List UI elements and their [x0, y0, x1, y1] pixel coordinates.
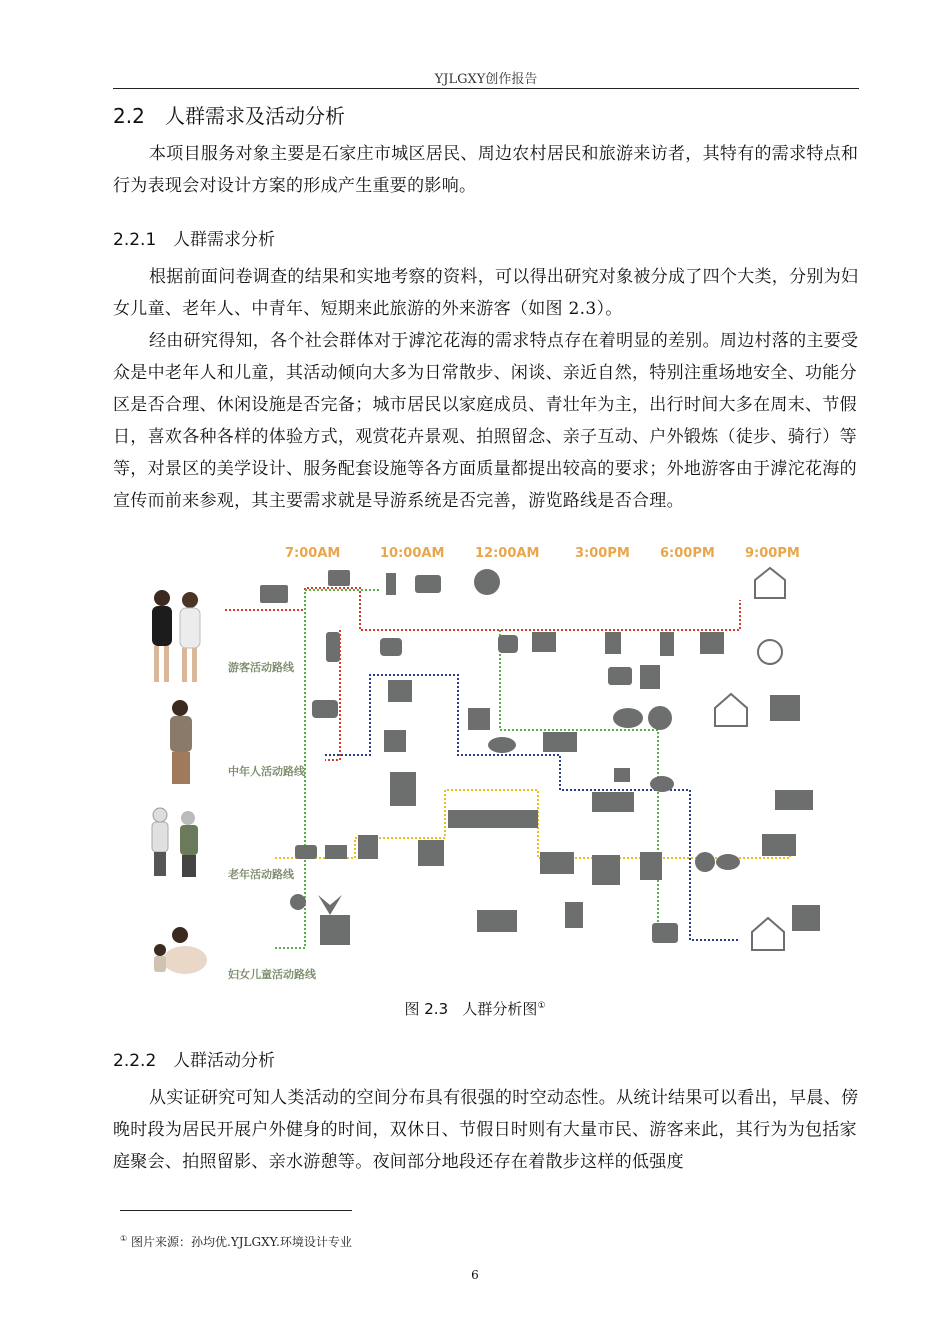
elder-couple-icon	[390, 772, 416, 806]
dance-icon	[388, 680, 412, 702]
time-label: 9:00PM	[745, 546, 800, 561]
paragraph-3: 从实证研究可知人类活动的空间分布具有很强的时空动态性。从统计结果可以看出，早晨、傍晚时段为居民开展户外健身的时间，双休日、节假日时则有大量市民、游客来此，其行为为包括家庭聚会、拍照留影、亲水游憩等。夜间部分地段还存在着散步这样的低强度	[113, 1088, 859, 1172]
dining-icon	[700, 632, 724, 654]
section-number: 2.2	[113, 104, 145, 128]
group-label: 游客活动路线	[228, 661, 294, 674]
running-icon	[358, 835, 378, 859]
people-photos	[152, 590, 207, 974]
walking-icon	[660, 632, 674, 656]
camera-icon	[608, 667, 632, 685]
footnote	[120, 1233, 352, 1250]
subsection-title: 人群活动分析	[173, 1051, 275, 1071]
noodle-bowl-icon	[474, 569, 500, 595]
food-icon	[328, 570, 350, 586]
hiking-icon	[640, 665, 660, 689]
family-icon	[386, 573, 396, 595]
bowl-icon	[488, 737, 516, 753]
time-label: 10:00AM	[380, 546, 445, 561]
subsection-title: 人群需求分析	[173, 230, 275, 250]
time-label: 6:00PM	[660, 546, 715, 561]
cup-icon	[380, 638, 402, 656]
group-label: 老年活动路线	[228, 868, 294, 881]
house-icon	[715, 694, 747, 726]
running-header: YJLGXY创作报告	[434, 72, 538, 87]
people-icon	[605, 632, 621, 654]
section-heading	[113, 100, 345, 129]
camera-icon	[652, 923, 678, 943]
footnote-rule	[120, 1210, 352, 1211]
nap-icon	[540, 852, 574, 874]
elder-photo	[152, 808, 198, 877]
family-picnic-icon	[448, 810, 538, 828]
caption-title: 人群分析图	[462, 1000, 538, 1018]
coffee-icon	[498, 635, 518, 653]
bowl-icon	[295, 845, 317, 859]
crowd-analysis-figure	[140, 540, 820, 990]
group-seats-icon	[477, 910, 517, 932]
bowl-icon	[716, 854, 740, 870]
subsection-heading-2	[113, 1046, 275, 1071]
bird-icon	[318, 895, 342, 915]
camera-icon	[415, 575, 441, 593]
presentation-icon	[770, 695, 800, 721]
caption-prefix: 图 2.3	[404, 1000, 449, 1018]
child-play-icon	[320, 915, 350, 945]
footnote-mark: ①	[120, 1234, 128, 1243]
soup-icon	[614, 768, 630, 782]
paragraph-1: 根据前面问卷调查的结果和实地考察的资料，可以得出研究对象被分成了四个大类，分别为妇女儿童、老年人、中青年、短期来此旅游的外来游客（如图 2.3）。	[113, 267, 859, 319]
rest-bed-icon	[543, 732, 577, 752]
bed-icon	[775, 790, 813, 810]
couple-icon	[532, 632, 556, 652]
home-icon	[752, 918, 784, 950]
fruit-icon	[290, 894, 306, 910]
picnic-icon	[592, 792, 634, 812]
section-title: 人群需求及活动分析	[165, 104, 345, 128]
salad-icon	[650, 776, 674, 792]
caption-footnote-mark: ①	[537, 1001, 546, 1011]
subsection-number: 2.2.2	[113, 1051, 157, 1071]
performance-icon	[565, 902, 583, 928]
page-number: 6	[471, 1268, 479, 1282]
footnote-text: 图片来源：孙均优.YJLGXY.环境设计专业	[131, 1235, 352, 1249]
roast-chicken-icon	[613, 708, 643, 728]
fishing-icon	[418, 840, 444, 866]
activity-icons	[260, 568, 820, 950]
header-rule	[113, 88, 859, 89]
caregiver-icon	[384, 730, 406, 752]
elder-person-icon	[326, 632, 340, 662]
group-label: 中年人活动路线	[228, 765, 305, 778]
guide-icon	[468, 708, 490, 730]
middle-aged-route	[325, 675, 740, 940]
group-labels	[228, 660, 317, 981]
women-children-photo	[154, 927, 207, 974]
stroller-icon	[640, 852, 662, 880]
middle-aged-photo	[170, 700, 192, 784]
time-label: 7:00AM	[285, 546, 341, 561]
parent-child-icon	[592, 855, 620, 885]
figure-caption	[0, 998, 950, 1019]
paragraph-2: 经由研究得知，各个社会群体对于滹沱花海的需求特点存在着明显的差别。周边村落的主要受众是中老年人和儿童，其活动倾向大多为日常散步、闲谈、亲近自然，特别注重场地安全、功能分区是否合理、休闲设施是否完备；城市居民以家庭成员、青壮年为主，出行时间大多在周末、节假日，喜欢各种各样的体验方式，观赏花卉景观、拍照留念、亲子互动、户外锻炼（徒步、骑行）等等，对景区的美学设计、服务配套设施等各方面质量都提出较高的要求；外地游客由于滹沱花海的宣传而前来参观，其主要需求就是导游系统是否完善，游览路线是否合理。	[113, 331, 859, 511]
cake-icon	[325, 845, 347, 859]
time-label: 12:00AM	[475, 546, 540, 561]
tourist-route	[225, 588, 740, 760]
ball-icon	[648, 706, 672, 730]
intro-paragraph: 本项目服务对象主要是石家庄市城区居民、周边农村居民和旅游来访者，其特有的需求特点和行为表现会对设计方案的形成产生重要的影响。	[113, 144, 859, 196]
couple-heart-icon	[762, 834, 796, 856]
tourist-photo	[152, 590, 200, 682]
hospital-bed-icon	[792, 905, 820, 931]
home-icon	[755, 568, 785, 598]
car-icon	[312, 700, 338, 718]
bicycle-icon	[758, 640, 782, 664]
subsection-number: 2.2.1	[113, 230, 157, 250]
bed-icon	[260, 585, 288, 603]
time-labels	[285, 546, 800, 561]
cupcake-icon	[695, 852, 715, 872]
time-label: 3:00PM	[575, 546, 630, 561]
group-label: 妇女儿童活动路线	[228, 968, 316, 981]
subsection-heading-1	[113, 225, 275, 250]
